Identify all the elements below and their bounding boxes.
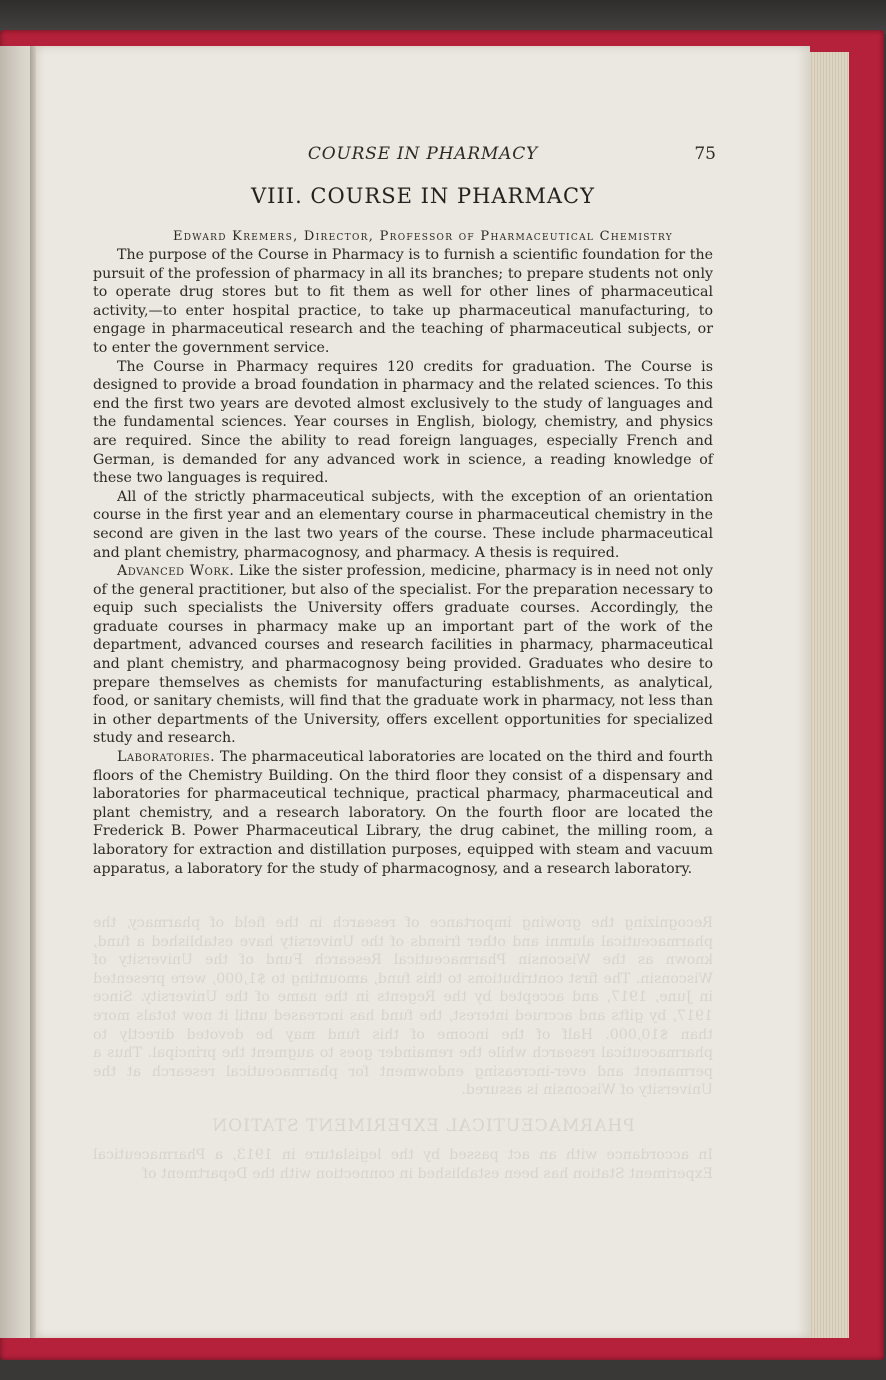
body-text (93, 246, 713, 878)
bleed-through-heading: PHARMACEUTICAL EXPERIMENT STATION (211, 1116, 635, 1136)
scanner-background (0, 0, 886, 34)
paragraph-purpose: The purpose of the Course in Pharmacy is to furnish a scientific foundation for the pursuit of the profession of pharmacy in all its branches; to prepare students not only to operate drug stores but to fit them as well for other lines of pharmaceutical activity,—to enter hospital practice, to take up pharmaceutical manufacturing, to engage in pharmaceutical research and the teaching of pharmaceutical subjects, or to enter the government service. (93, 247, 713, 356)
section-lead-laboratories: Laboratories. (117, 749, 216, 766)
paragraph-pharmaceutical-subjects: All of the strictly pharmaceutical subjects, with the exception of an orientation course in the first year and an elementary course in pharmaceutical chemistry in the second are given in the last two years of the course. These include pharmaceutical and plant chemistry, pharmacognosy, and pharmacy. A thesis is required. (93, 488, 713, 561)
section-lead-advanced-work: Advanced Work. (117, 563, 235, 580)
book-page (36, 46, 810, 1338)
page-number: 75 (694, 144, 716, 164)
bleed-through-text-2: In accordance with an act passed by the legislature in 1913, a Pharmaceutical Experiment Station has been established in connection with the Department of (93, 1147, 713, 1182)
bleed-through-text: Recognizing the growing importance of research in the field of pharmacy, the pharmaceutical alumni and other friends of the University have established a fund, known as the Wisconsin Pharmaceutical Research Fund of the University of Wisconsin. The first contributions to this fund, amounting to $1,000, were presented in June, 1917, and accepted by the Regents in the name of the University. Since 1917, by gifts and accrued interest, the fund has increased until it now totals more than $10,000. Half of the income of this fund may be devoted directly to pharmaceutical research while the remainder goes to augment the principal. Thus a permanent and ever-increasing endowment for pharmaceutical research at the University of Wisconsin is assured. (93, 915, 713, 1099)
paragraph-advanced-work: Advanced Work. Like the sister profession, medicine, pharmacy is in need not only of the general practitioner, but also of the specialist. For the preparation necessary to equip such specialists the University offers graduate courses. Accordingly, the graduate courses in pharmacy make up an important part of the work of the department, advanced courses and research facilities in pharmacy, pharmaceutical and plant chemistry, and pharmacognosy being provided. Graduates who desire to prepare themselves as chemists for manufacturing establishments, as analytical, food, or sanitary chemists, will find that the graduate work in pharmacy, not less than in other departments of the University, offers excellent opportunities for specialized study and research. (93, 563, 714, 747)
byline: Edward Kremers, Director, Professor of Pharmaceutical Chemistry (172, 229, 674, 244)
page-block-edge (808, 52, 849, 1338)
running-title: COURSE IN PHARMACY (307, 144, 539, 164)
paragraph-requirements: The Course in Pharmacy requires 120 credits for graduation. The Course is designed to provide a broad foundation in pharmacy and the related sciences. To this end the first two years are devoted almost exclusively to the study of languages and the fundamental sciences. Year courses in English, biology, chemistry, and physics are required. Since the ability to read foreign languages, especially French and German, is demanded for any advanced work in science, a reading knowledge of these two languages is required. (93, 358, 713, 487)
running-head (36, 144, 810, 168)
chapter-title: VIII. COURSE IN PHARMACY (251, 184, 595, 208)
paragraph-laboratories: Laboratories. The pharmaceutical laboratories are located on the third and fourth floors of the Chemistry Building. On the third floor they consist of a dispensary and laboratories for pharmaceutical technique, practical pharmacy, pharmaceutical and plant chemistry, and a research laboratory. On the fourth floor are located the Frederick B. Power Pharmaceutical Library, the drug cabinet, the milling room, a laboratory for extraction and distillation purposes, equipped with steam and vacuum apparatus, a laboratory for the study of pharmacognosy, and a research laboratory. (93, 749, 713, 877)
